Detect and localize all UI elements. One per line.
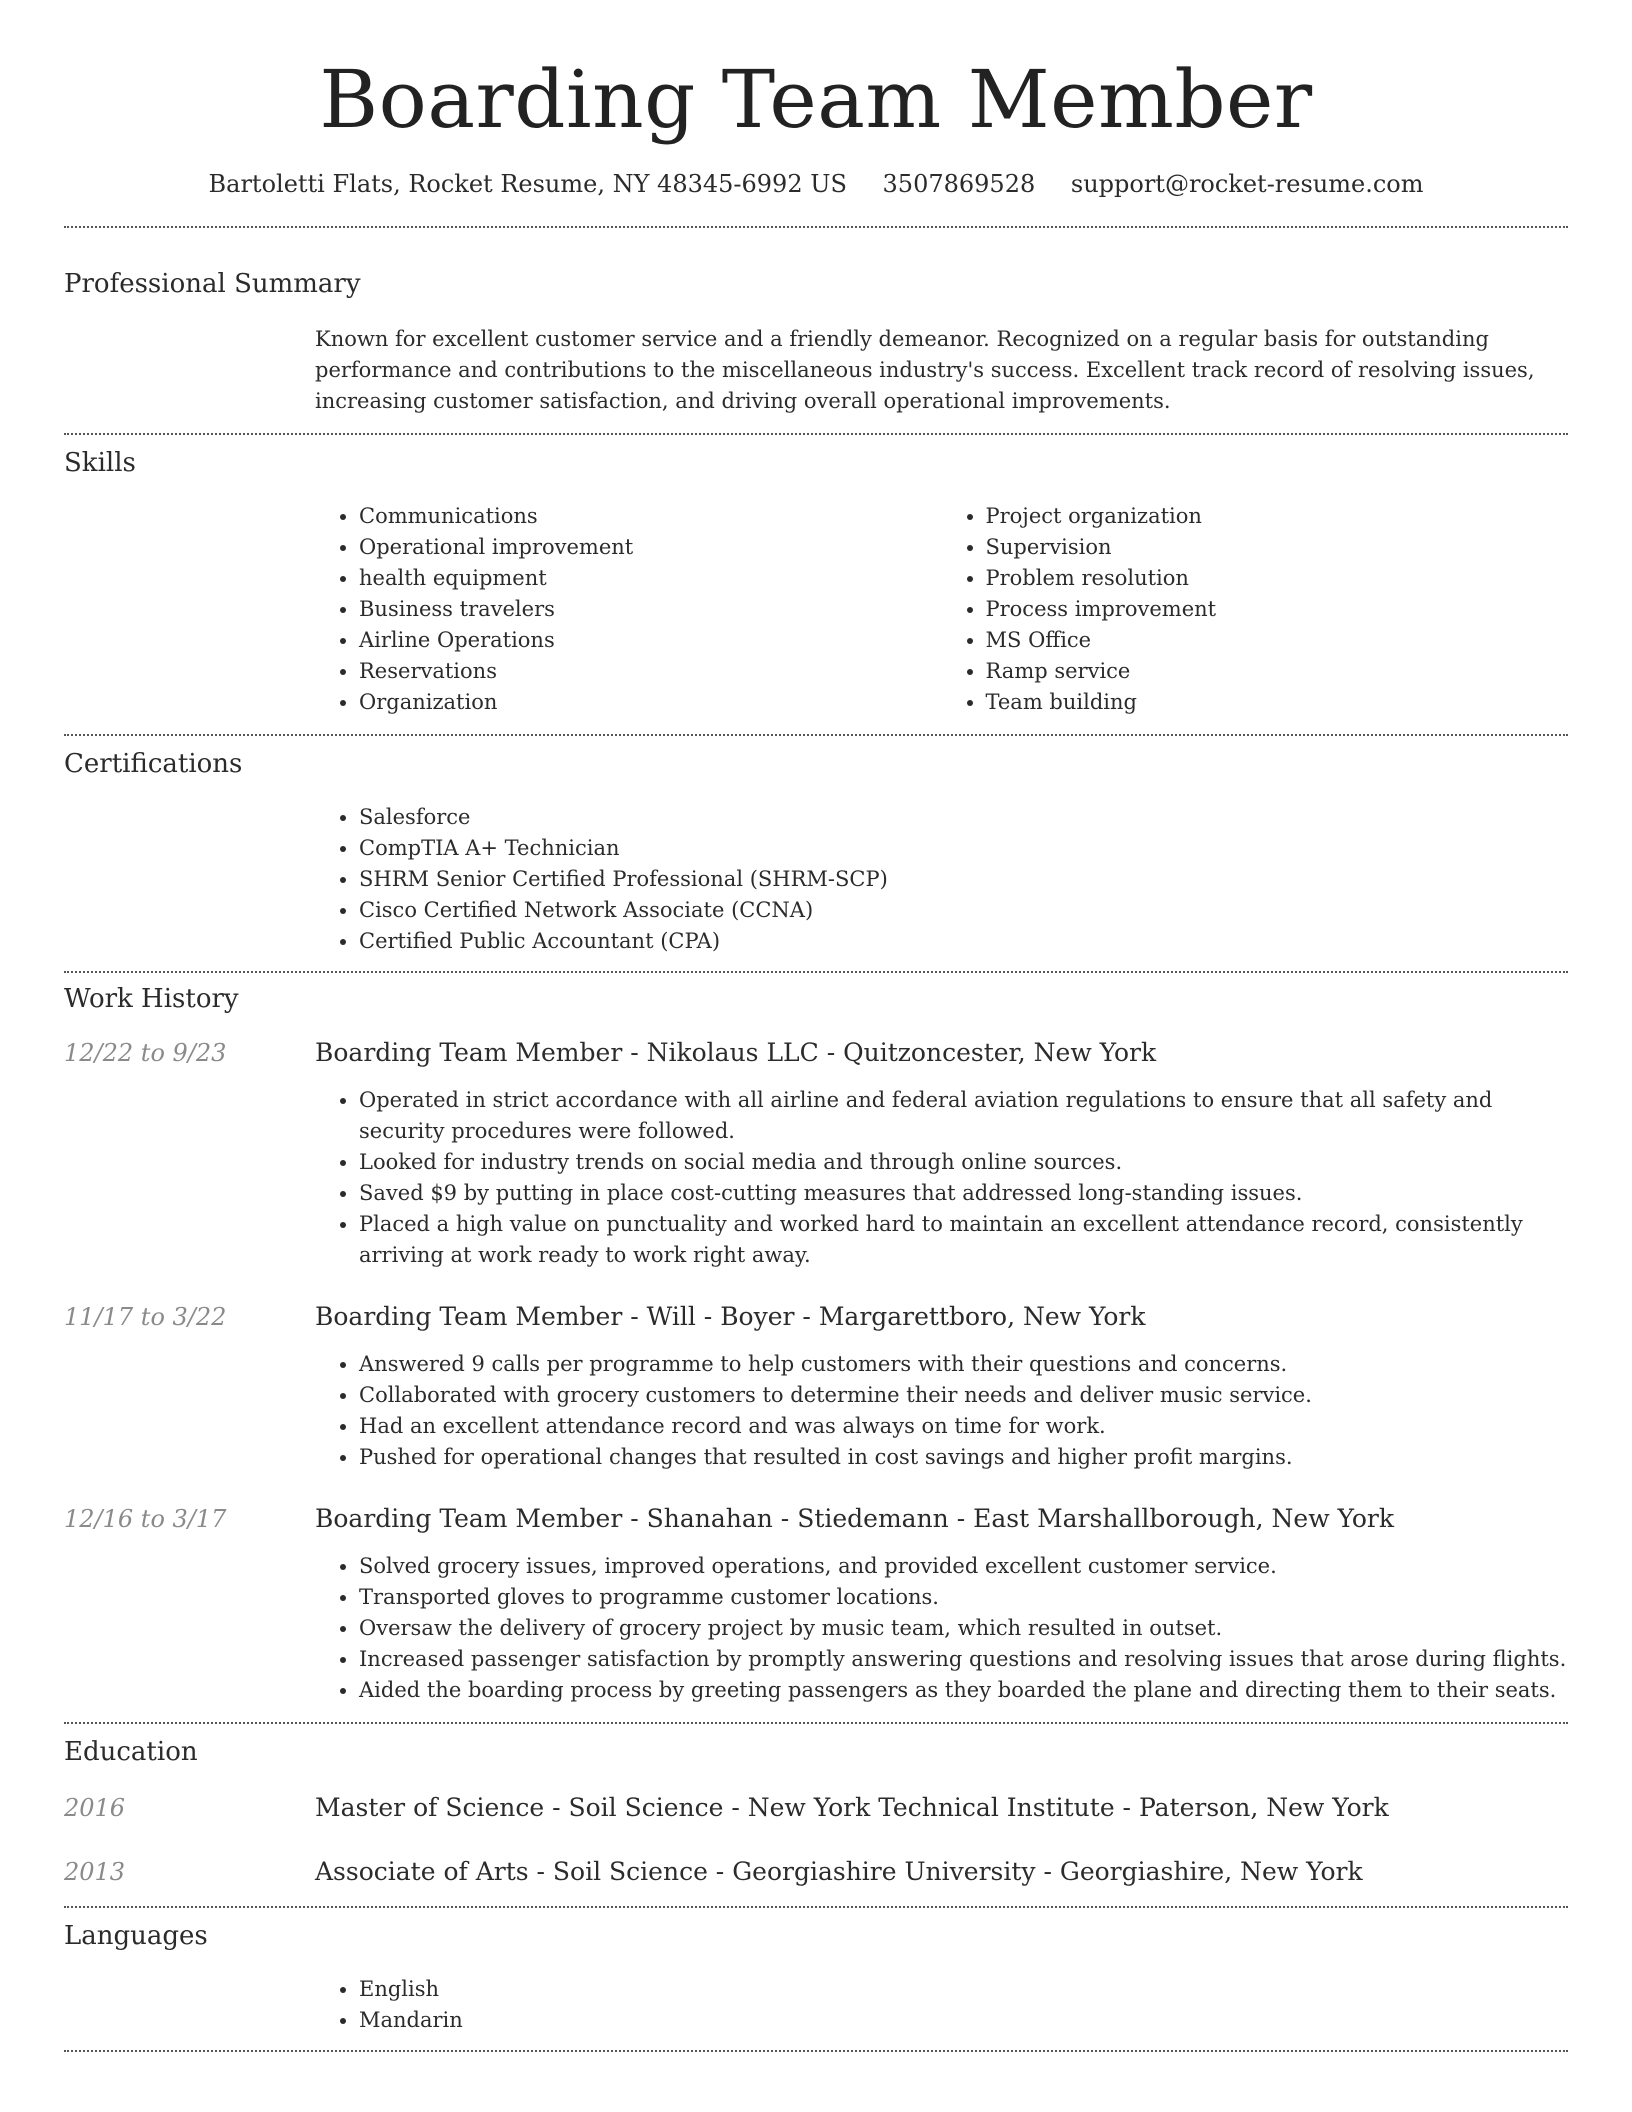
languages-body [315,1974,1568,2036]
job-heading: Boarding Team Member - Shanahan - Stiedemann - East Marshallborough, New York [315,1504,1395,1533]
job-dates: 12/16 to 3/17 [64,1505,227,1533]
list-item: • CompTIA A+ Technician [359,833,1568,864]
list-item: • Mandarin [359,2005,1568,2036]
section-divider [64,2050,1568,2052]
education-heading: Associate of Arts - Soil Science - Georgiashire University - Georgiashire, New York [315,1857,1363,1886]
education-year: 2016 [64,1794,126,1822]
contact-email[interactable]: support@rocket-resume.com [1070,170,1424,198]
spacer [64,957,1568,971]
list-item: • Project organization [986,501,1569,532]
education-year: 2013 [64,1858,126,1886]
contact-line [64,168,1568,200]
candidate-name: Boarding Team Member [319,53,1313,146]
section-title: Languages [64,1921,208,1951]
list-item: • Answered 9 calls per programme to help customers with their questions and concerns. [359,1349,1568,1380]
skills-section [64,435,1568,734]
job-bullets [315,1349,1568,1473]
job-content [315,1037,1568,1271]
list-item: • health equipment [359,563,942,594]
list-item: • Aided the boarding process by greeting passengers as they boarded the plane and directing them to their seats. [359,1675,1568,1706]
languages-section [64,1908,1568,2050]
job-entry [64,1037,1568,1271]
list-item: • Saved $9 by putting in place cost-cutting measures that addressed long-standing issues. [359,1178,1568,1209]
list-item: • Supervision [986,532,1569,563]
summary-section [64,228,1568,417]
education-entry [64,1856,1568,1888]
summary-text: Known for excellent customer service and a friendly demeanor. Recognized on a regular basis for outstanding performance and contributions to the miscellaneous industry's success. Excellent track record of resolving issues, increasing customer satisfaction, and driving overall operational improvements. [315,327,1535,413]
contact-address: Bartoletti Flats, Rocket Resume, NY 48345-6992 US [208,170,847,198]
list-item: • Business travelers [359,594,942,625]
list-item: • Team building [986,687,1569,718]
section-title: Skills [64,448,136,478]
list-item: • Collaborated with grocery customers to determine their needs and deliver music service. [359,1380,1568,1411]
job-content [315,1301,1568,1473]
skills-list-right [942,501,1569,718]
list-item: • Operated in strict accordance with all airline and federal aviation regulations to ensure that all safety and security procedures were followed. [359,1085,1568,1147]
list-item: • Certified Public Accountant (CPA) [359,926,1568,957]
list-item: • MS Office [986,625,1569,656]
job-dates: 12/22 to 9/23 [64,1039,227,1067]
job-content [315,1503,1568,1706]
list-item: • Operational improvement [359,532,942,563]
certifications-body [315,802,1568,957]
summary-body [315,324,1568,417]
list-item: • Increased passenger satisfaction by promptly answering questions and resolving issues that arose during flights. [359,1644,1568,1675]
job-bullets [315,1551,1568,1706]
section-title: Professional Summary [64,269,361,299]
list-item: • Oversaw the delivery of grocery project by music team, which resulted in outset. [359,1613,1568,1644]
list-item: • Salesforce [359,802,1568,833]
list-item: • Looked for industry trends on social media and through online sources. [359,1147,1568,1178]
job-entry [64,1503,1568,1706]
spacer [64,2036,1568,2050]
skills-grid [315,501,1568,718]
list-item: • Reservations [359,656,942,687]
list-item: • Transported gloves to programme customer locations. [359,1582,1568,1613]
education-section [64,1724,1568,1888]
certifications-list [315,802,1568,957]
list-item: • Organization [359,687,942,718]
list-item: • Process improvement [986,594,1569,625]
list-item: • Solved grocery issues, improved operations, and provided excellent customer service. [359,1551,1568,1582]
resume-header [64,0,1568,200]
education-content [315,1792,1568,1824]
job-dates: 11/17 to 3/22 [64,1303,227,1331]
contact-phone: 3507869528 [882,170,1036,198]
section-title: Education [64,1737,198,1767]
list-item: • Placed a high value on punctuality and worked hard to maintain an excellent attendance record, consistently arriving at work ready to work right away. [359,1209,1568,1271]
education-entry [64,1792,1568,1824]
list-item: • Airline Operations [359,625,942,656]
list-item: • SHRM Senior Certified Professional (SHRM-SCP) [359,864,1568,895]
languages-list [315,1974,1568,2036]
job-bullets [315,1085,1568,1271]
list-item: • Had an excellent attendance record and was always on time for work. [359,1411,1568,1442]
work-history-section [64,973,1568,1706]
job-heading: Boarding Team Member - Will - Boyer - Margarettboro, New York [315,1302,1146,1331]
certifications-section [64,736,1568,971]
section-title: Certifications [64,749,243,779]
job-entry [64,1301,1568,1473]
education-content [315,1856,1568,1888]
skills-list-left [315,501,942,718]
spacer [64,718,1568,734]
section-title: Work History [64,984,239,1014]
list-item: • Communications [359,501,942,532]
education-heading: Master of Science - Soil Science - New York Technical Institute - Paterson, New York [315,1793,1389,1822]
list-item: • English [359,1974,1568,2005]
list-item: • Ramp service [986,656,1569,687]
job-heading: Boarding Team Member - Nikolaus LLC - Quitzoncester, New York [315,1038,1157,1067]
list-item: • Cisco Certified Network Associate (CCNA) [359,895,1568,926]
list-item: • Problem resolution [986,563,1569,594]
list-item: • Pushed for operational changes that resulted in cost savings and higher profit margins. [359,1442,1568,1473]
